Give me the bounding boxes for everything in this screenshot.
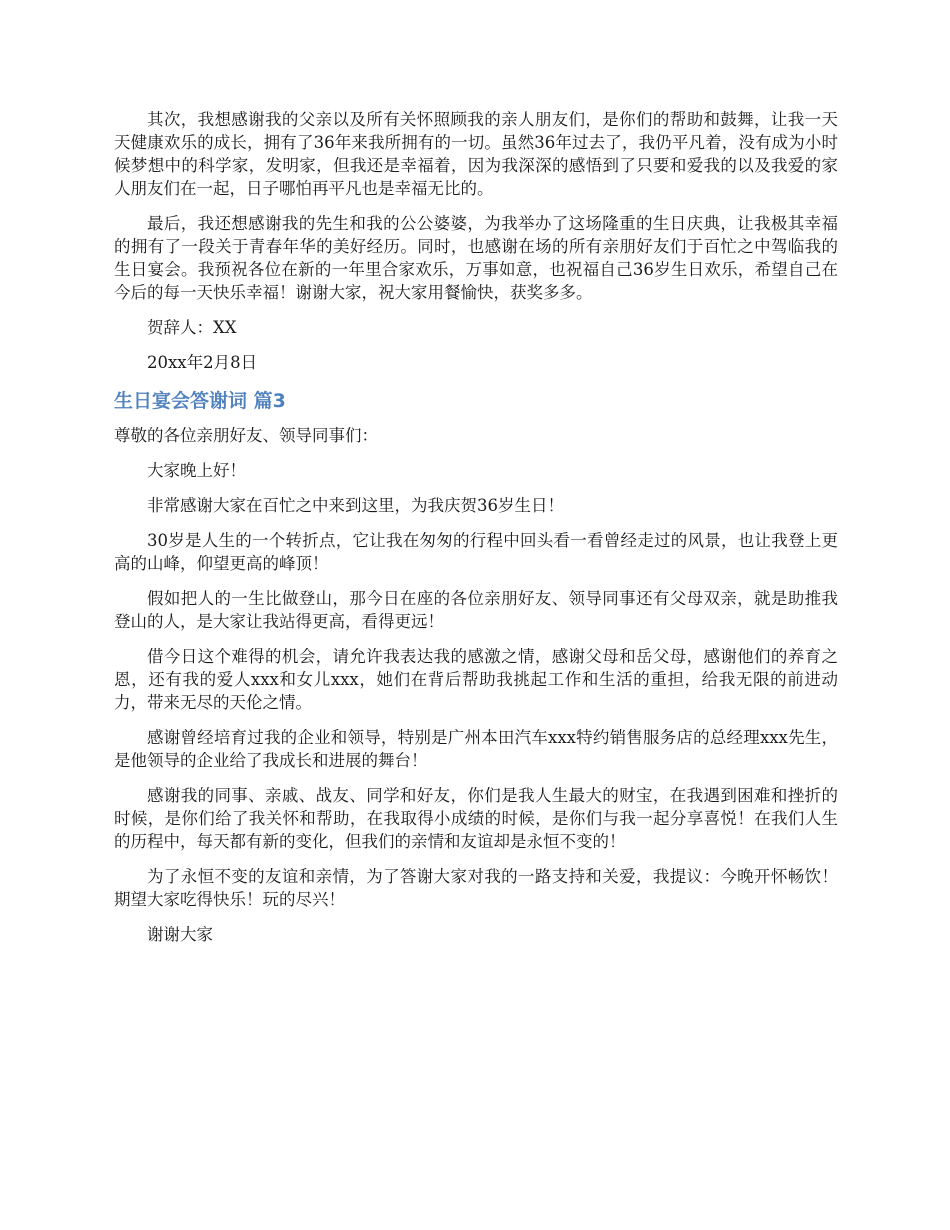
document-body — [114, 108, 838, 958]
paragraph-thanks-father: 其次，我想感谢我的父亲以及所有关怀照顾我的亲人朋友们，是你们的帮助和鼓舞，让我一天天健康欢乐的成长，拥有了36年来我所拥有的一切。虽然36年过去了，我仍平凡着，没有成为小时候梦想中的科学家，发明家，但我还是幸福着，因为我深深的感悟到了只要和爱我的以及我爱的家人朋友们在一起，日子哪怕再平凡也是幸福无比的。 — [114, 110, 838, 198]
paragraph-toast: 为了永恒不变的友谊和亲情，为了答谢大家对我的一路支持和关爱，我提议：今晚开怀畅饮！期望大家吃得快乐！玩的尽兴！ — [114, 867, 838, 909]
salutation: 尊敬的各位亲朋好友、领导同事们： — [114, 426, 378, 445]
paragraph-gratitude-company: 感谢曾经培育过我的企业和领导，特别是广州本田汽车xxx特约销售服务店的总经理xxx先生，是他领导的企业给了我成长和进展的舞台！ — [114, 728, 838, 770]
paragraph-thanks-husband: 最后，我还想感谢我的先生和我的公公婆婆，为我举办了这场隆重的生日庆典，让我极其幸福的拥有了一段关于青春年华的美好经历。同时，也感谢在场的所有亲朋好友们于百忙之中驾临我的生日宴会。我预祝各位在新的一年里合家欢乐，万事如意，也祝福自己36岁生日欢乐，希望自己在今后的每一天快乐幸福！谢谢大家，祝大家用餐愉快，获奖多多。 — [114, 214, 838, 302]
paragraph-thanks-attending: 非常感谢大家在百忙之中来到这里，为我庆贺36岁生日！ — [147, 496, 564, 515]
paragraph-closing: 谢谢大家 — [147, 925, 213, 944]
paragraph-gratitude-friends: 感谢我的同事、亲戚、战友、同学和好友，你们是我人生最大的财宝，在我遇到困难和挫折的时候，是你们给了我关怀和帮助，在我取得小成绩的时候，是你们与我一起分享喜悦！在我们人生的历程中，每天都有新的变化，但我们的亲情和友谊却是永恒不变的！ — [114, 786, 838, 851]
date-line: 20xx年2月8日 — [147, 353, 258, 372]
paragraph-greeting: 大家晚上好！ — [147, 461, 246, 480]
paragraph-turning-point: 30岁是人生的一个转折点，它让我在匆匆的行程中回头看一看曾经走过的风景，也让我登上更高的山峰，仰望更高的峰顶！ — [114, 531, 838, 573]
section-title: 生日宴会答谢词 篇3 — [114, 390, 286, 412]
paragraph-mountain: 假如把人的一生比做登山，那今日在座的各位亲朋好友、领导同事还有父母双亲，就是助推我登山的人，是大家让我站得更高，看得更远！ — [114, 589, 838, 631]
paragraph-gratitude-family: 借今日这个难得的机会，请允许我表达我的感激之情，感谢父母和岳父母，感谢他们的养育之恩，还有我的爱人xxx和女儿xxx，她们在背后帮助我挑起工作和生活的重担，给我无限的前进动力，带来无尽的天伦之情。 — [114, 647, 838, 712]
signature-line: 贺辞人：XX — [147, 318, 237, 337]
